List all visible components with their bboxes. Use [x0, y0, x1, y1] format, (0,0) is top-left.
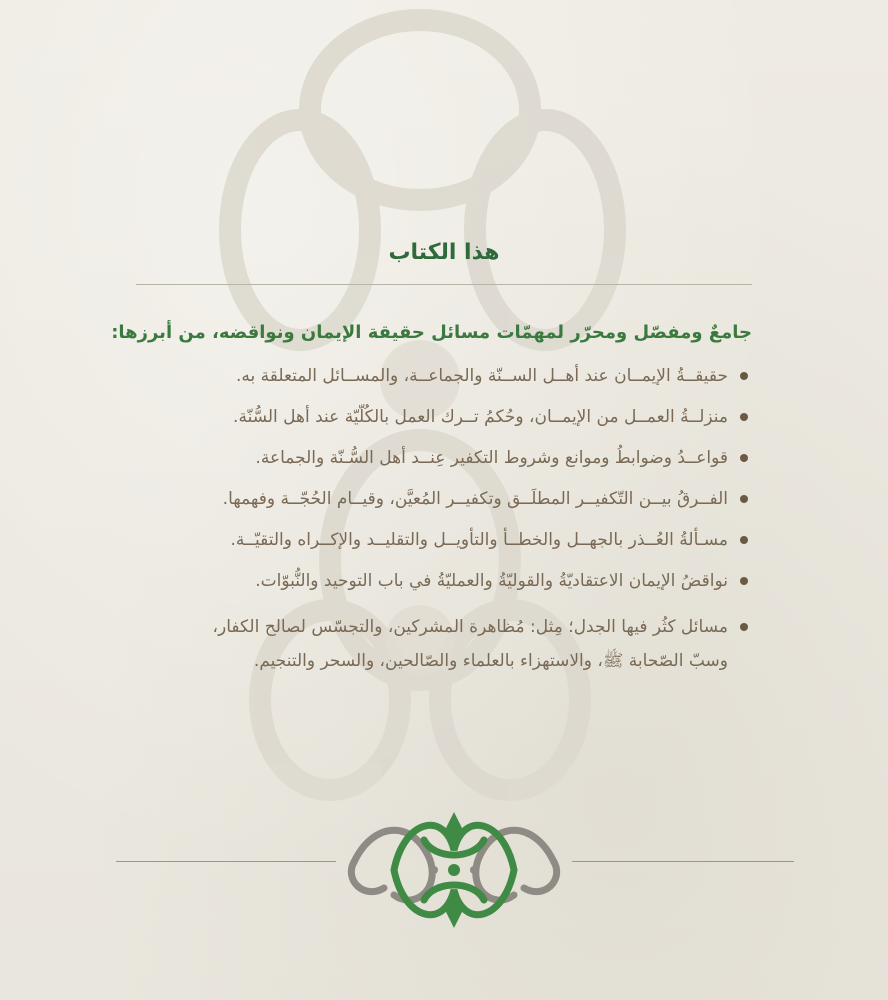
list-item [112, 405, 752, 429]
intro-text: جامعٌ ومفصّل ومحرّر لمهمّات مسائل حقيقة الإيمان ونواقضه، من أبرزها: [111, 322, 752, 343]
list-item-text: منزلــةُ العمــل من الإيمــان، وحُكمُ تــرك العمل بالكُلّيّة عند أهل السُّنّة. [233, 407, 728, 427]
list-item [112, 364, 752, 388]
bullet-icon [740, 372, 748, 380]
list-item [112, 528, 752, 552]
bottom-divider-right [572, 861, 794, 862]
list-item-text: قواعــدُ وضوابطُ وموانع وشروط التكفير عِنــد أهل السُّـنّة والجماعة. [255, 448, 728, 468]
list-item-text: الفــرقُ بيــن التّكفيــر المطلَــق وتكفيــر المُعيَّن، وقيــام الحُجّــة وفهمها. [222, 489, 728, 509]
arabesque-ornament-icon [334, 800, 574, 940]
list-item-last [112, 610, 752, 678]
list-item-text: مسـألةُ العُــذر بالجهــل والخطــأ والتأويــل والتقليــد والإكــراه والتقيّــة. [230, 530, 728, 550]
bullet-icon [740, 495, 748, 503]
topics-list [112, 364, 752, 695]
section-title: هذا الكتاب [388, 240, 500, 265]
list-item [112, 446, 752, 470]
bullet-icon [740, 623, 748, 631]
bullet-icon [740, 536, 748, 544]
list-item [112, 569, 752, 593]
list-item-text-line1: مسائل كثُر فيها الجدل؛ مِثل: مُظاهرة المشركين، والتجسّس لصالح الكفار، [212, 617, 728, 637]
list-item [112, 487, 752, 511]
bottom-divider-left [116, 861, 336, 862]
bullet-icon [740, 577, 748, 585]
bullet-icon [740, 413, 748, 421]
title-divider [136, 284, 752, 285]
list-item-text: حقيقــةُ الإيمــان عند أهــل الســنّة والجماعــة، والمســائل المتعلقة به. [235, 366, 728, 386]
list-item-text-line2: وسبّ الصّحابة ﷺ، والاستهزاء بالعلماء والصّالحين، والسحر والتنجيم. [253, 651, 728, 671]
list-item-text: نواقضُ الإيمان الاعتقاديّةُ والقوليّةُ والعمليّةُ في باب التوحيد والنُّبوّات. [255, 571, 728, 591]
bullet-icon [740, 454, 748, 462]
